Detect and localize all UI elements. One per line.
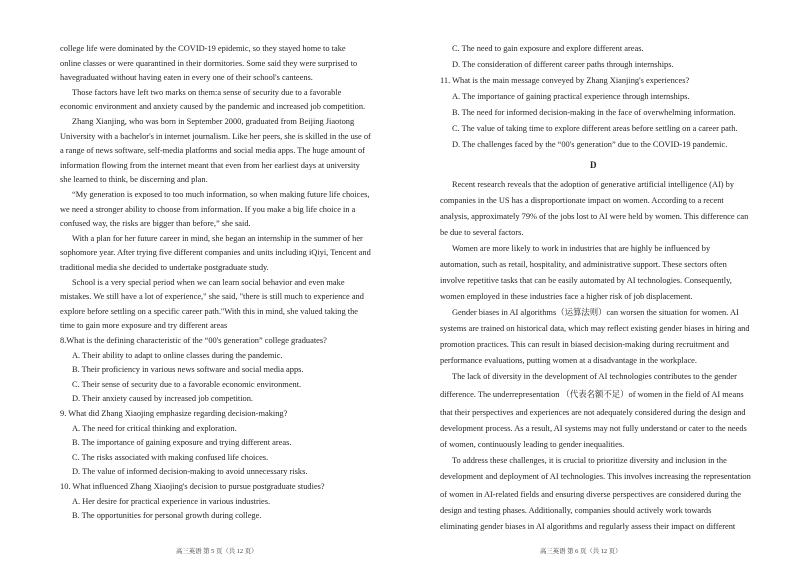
text-line: School is a very special period when we can learn social behavior and even make [72,277,345,287]
text-line: that their perspectives and experiences are not adequately considered during the design and [440,408,746,417]
text-line: C. The value of taking time to explore different areas before settling on a career path. [452,124,738,133]
question-8: 8.What is the defining characteristic of the “00's generation” college graduates? [60,336,327,345]
text-line: B. The importance of gaining exposure and trying different areas. [72,438,292,448]
text-line: A. Their ability to adapt to online classes during the pandemic. [72,350,283,360]
text-line: of women, continuously leading to gender inequalities. [440,440,625,449]
text-line: Gender biases in AI algorithms（运算法则）can worsen the situation for women. AI [452,308,739,317]
text-line: D. The value of informed decision-making to avoid unnecessary risks. [72,467,308,477]
text-line: traditional media she decided to undertake postgraduate study. [60,263,269,272]
text-line: of women in AI-related fields and ensuring diverse perspectives are considered during the [440,490,741,499]
text-line: women employed in these industries face a higher risk of job displacement. [440,292,693,301]
text-line: development and deployment of AI technologies. This involves increasing the representation [440,472,751,481]
text-line: be due to several factors. [440,228,524,237]
text-line: A. The importance of gaining practical experience through internships. [452,92,690,101]
text-line: Women are more likely to work in industries that are highly be influenced by [452,244,711,253]
text-line: difference. The underrepresentation （代表名额不足）of women in the field of AI means [440,390,744,399]
page-footer: 高三英语 第 5 页（共 12 页） [176,548,258,555]
text-line: University with a bachelor's in internet journalism. Like her peers, she is skilled in the use of [60,131,371,141]
text-line: Recent research reveals that the adoption of generative artificial intelligence (AI) by [452,180,735,189]
text-line: A. Her desire for practical experience in various industries. [72,496,271,506]
text-line: promotion practices. This can result in biased decision-making during recruitment and [440,340,729,349]
text-line: mistakes. We still have a lot of experience," she said, "there is still much to experience and [60,292,364,302]
text-line: involve repetitive tasks that can be easily automated by AI technologies. Consequently, [440,276,732,285]
text-line: D. The challenges faced by the “00's generation” due to the COVID-19 pandemic. [452,140,728,149]
text-line: automation, such as retail, hospitality, and administrative support. These sectors often [440,260,727,269]
text-line: analysis, approximately 79% of the jobs lost to AI were held by women. This difference can [440,212,749,221]
text-line: C. The need to gain exposure and explore different areas. [452,44,644,53]
text-line: design and testing phases. Additionally, companies should actively work towards [440,506,712,515]
text-line: she learned to think, be discerning and plan. [60,175,208,185]
text-line: B. Their proficiency in various news software and social media apps. [72,365,304,375]
text-line: information flowing from the internet meant that even from her earliest days at university [60,160,360,170]
text-line: To address these challenges, it is crucial to prioritize diversity and inclusion in the [452,456,727,465]
text-line: systems are trained on historical data, which may reflect existing gender biases in hiring and [440,324,750,333]
text-line: Those factors have left two marks on them:a sense of security due to a favorable [72,87,342,97]
text-line: B. The need for informed decision-making in the face of overwhelming information. [452,108,736,117]
page-footer: 高三英语 第 6 页（共 12 页） [540,548,622,555]
text-line: C. Their sense of security due to a favorable economic environment. [72,379,302,389]
text-line: D. Their anxiety caused by increased job competition. [72,394,254,404]
text-line: Zhang Xianjing, who was born in September 2000, graduated from Beijing Jiaotong [72,117,355,126]
text-line: eliminating gender biases in AI algorithms and regularly assess their impact on different [440,522,736,531]
right-page [400,0,800,565]
text-line: confused way, the risks are bigger than before,” she said. [60,219,251,229]
text-line: D. The consideration of different career paths through internships. [452,60,674,69]
question-11: 11. What is the main message conveyed by Zhang Xianjing's experiences? [440,76,690,85]
text-line: sophomore year. After trying five different companies and units including iQiyi, Tencent and [60,248,371,258]
text-line: With a plan for her future career in mind, she began an internship in the summer of her [72,233,363,243]
text-line: A. The need for critical thinking and exploration. [72,423,237,433]
text-line: C. The risks associated with making confused life choices. [72,452,269,462]
text-line: we need a stronger ability to choose from information. If you make a big life choice in a [60,204,356,214]
question-9: 9. What did Zhang Xiaojing emphasize regarding decision-making? [60,409,288,418]
passage-heading: D [590,160,597,170]
text-line: development process. As a result, AI systems may not fully understand or cater to the needs [440,424,747,433]
text-line: college life were dominated by the COVID-19 epidemic, so they stayed home to take [60,44,346,53]
text-line: a range of news software, self-media platforms and social media apps. The huge amount of [60,146,365,156]
text-line: The lack of diversity in the development of AI technologies contributes to the gender [452,372,737,381]
text-line: havegraduated without having eaten in every one of their school's canteens. [60,73,313,83]
text-line: B. The opportunities for personal growth during college. [72,511,262,521]
text-line: companies in the US has a disproportionate impact on women. According to a recent [440,196,724,205]
text-line: online classes or were quarantined in their dormitories. Some said they were surprised to [60,58,358,68]
question-10: 10. What influenced Zhang Xiaojing's decision to pursue postgraduate studies? [60,482,325,491]
text-line: time to gain more exposure and try different areas [60,321,228,331]
text-line: explore before settling on a specific career path."With this in mind, she valued taking the [60,306,358,316]
text-line: performance evaluations, putting women at a disadvantage in the workplace. [440,356,697,365]
text-line: economic environment and anxiety caused by the pandemic and increased job competition. [60,102,366,112]
text-line: “My generation is exposed to too much information, so when making future life choices, [72,190,370,199]
